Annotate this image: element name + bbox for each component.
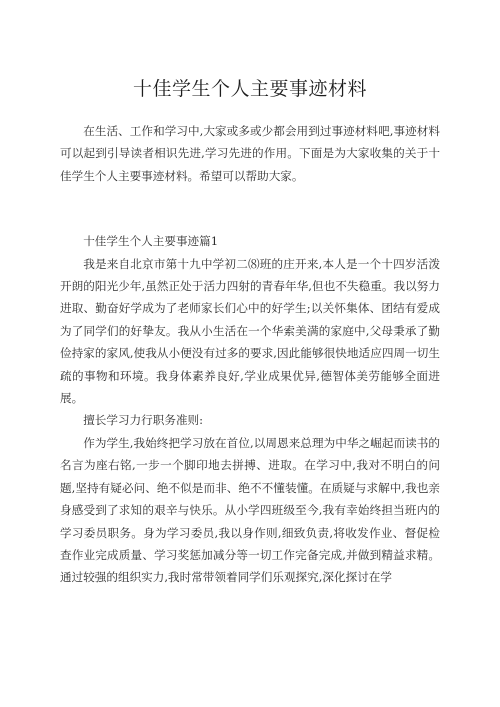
document-body bbox=[60, 120, 440, 589]
section-heading: 十佳学生个人主要事迹篇1 bbox=[83, 234, 219, 249]
document-title: 十佳学生个人主要事迹材料 bbox=[132, 78, 367, 100]
intro-paragraph: 在生活、工作和学习中,大家或多或少都会用到过事迹材料吧,事迹材料可以起到引导读者相识先进,学习先进的作用。下面是为大家收集的关于十佳学生个人主要事迹材料。希望可以帮助大家。 bbox=[60, 124, 440, 183]
section-spacer bbox=[60, 187, 440, 230]
body-paragraph: 作为学生,我始终把学习放在首位,以周恩来总理为中华之崛起而读书的名言为座右铭,一步一个脚印地去拼搏、进取。在学习中,我对不明白的问题,坚持有疑必问、绝不似是而非、绝不不懂装懂。在质疑与求解中,我也亲身感受到了求知的艰辛与快乐。从小学四班级至今,我有幸始终担当班内的学习委员职务。身为学习委员,我以身作则,细致负责,将收发作业、督促检查作业完成质量、学习奖惩加减分等一切工作完备完成,并做到精益求精。通过较强的组织实力,我时常带领着同学们乐观探究,深化探讨在学 bbox=[60, 435, 440, 585]
subheading-paragraph: 擅长学习力行职务准则: bbox=[83, 413, 204, 428]
body-paragraph: 我是来自北京市第十九中学初二⑻班的庄开来,本人是一个十四岁活泼开朗的阳光少年,虽然正处于活力四射的青春年华,但也不失稳重。我以努力进取、勤奋好学成为了老师家长们心中的好学生;以关怀集体、团结有爱成为了同学们的好挚友。我从小生活在一个华索美满的家庭中,父母秉承了勤俭持家的家风,使我从小便没有过多的要求,因此能够很快地适应四周一切生疏的事物和环境。我身体素养良好,学业成果优异,德智体美劳能够全面进展。 bbox=[60, 256, 440, 406]
